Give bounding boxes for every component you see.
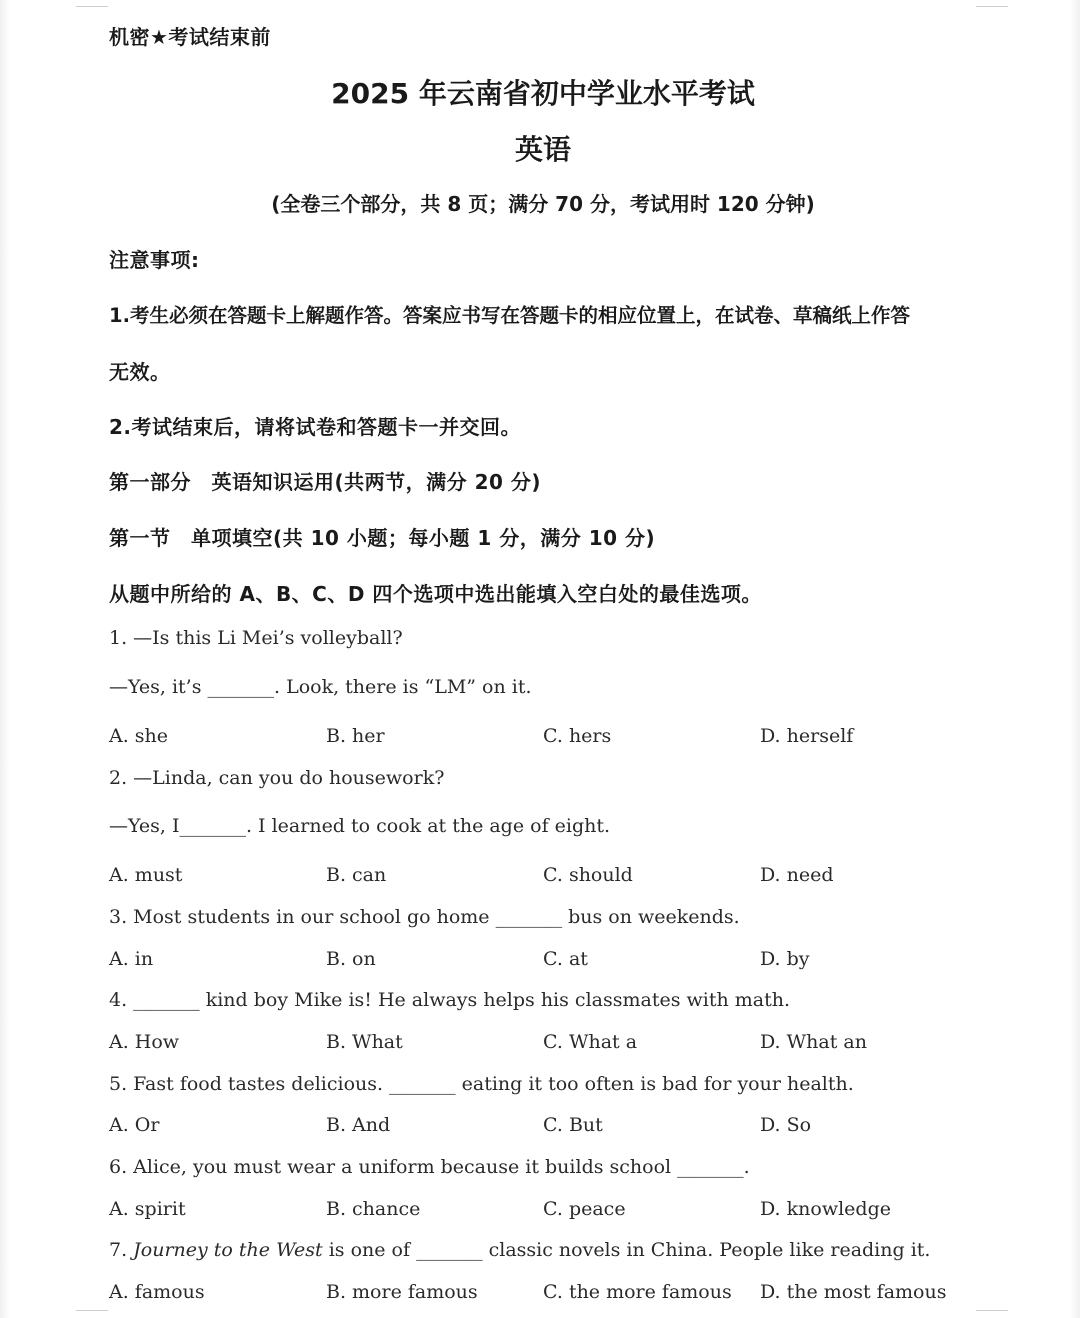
page-corner-mark: [76, 6, 108, 7]
q7-option-b: B. more famous: [326, 1281, 478, 1303]
q2-option-b: B. can: [326, 864, 387, 886]
q7-option-a: A. famous: [109, 1281, 205, 1303]
q3-option-a: A. in: [109, 948, 154, 970]
question-2-stem: 2. —Linda, can you do housework?: [109, 767, 445, 789]
notes-heading: 注意事项:: [109, 248, 200, 272]
confidential-label: 机密★考试结束前: [109, 25, 271, 49]
question-7-stem: [109, 1239, 930, 1261]
part1-heading: 第一部分 英语知识运用(共两节，满分 20 分): [109, 470, 542, 494]
q2-option-a: A. must: [109, 864, 183, 886]
section1-heading: 第一节 单项填空(共 10 小题；每小题 1 分，满分 10 分): [109, 526, 656, 550]
question-6-stem: 6. Alice, you must wear a uniform because it builds school _______.: [109, 1156, 750, 1178]
q4-option-b: B. What: [326, 1031, 403, 1053]
q1-option-b: B. her: [326, 725, 385, 747]
q1-option-c: C. hers: [543, 725, 612, 747]
q4-option-a: A. How: [109, 1031, 180, 1053]
question-5-stem: 5. Fast food tastes delicious. _______ eating it too often is bad for your health.: [109, 1073, 854, 1095]
q1-option-d: D. herself: [760, 725, 854, 747]
q2-option-d: D. need: [760, 864, 834, 886]
question-4-stem: 4. _______ kind boy Mike is! He always helps his classmates with math.: [109, 989, 790, 1011]
exam-info: (全卷三个部分，共 8 页；满分 70 分，考试用时 120 分钟): [271, 192, 815, 216]
notes-item-2: 2.考试结束后，请将试卷和答题卡一并交回。: [109, 415, 522, 439]
question-1-response: —Yes, it’s _______. Look, there is “LM” on it.: [109, 676, 532, 698]
exam-title: 2025 年云南省初中学业水平考试: [331, 77, 755, 110]
section1-instructions: 从题中所给的 A、B、C、D 四个选项中选出能填入空白处的最佳选项。: [109, 582, 762, 606]
q2-option-c: C. should: [543, 864, 633, 886]
page-corner-mark: [976, 6, 1008, 7]
page-corner-mark: [976, 1310, 1008, 1311]
q6-option-a: A. spirit: [109, 1198, 186, 1220]
question-3-stem: 3. Most students in our school go home _______ bus on weekends.: [109, 906, 740, 928]
q5-option-d: D. So: [760, 1114, 812, 1136]
q6-option-c: C. peace: [543, 1198, 626, 1220]
q7-stem-rest: is one of _______ classic novels in China. People like reading it.: [322, 1239, 931, 1261]
q1-option-a: A. she: [109, 725, 169, 747]
q7-option-d: D. the most famous: [760, 1281, 947, 1303]
subject-title: 英语: [514, 133, 571, 166]
q7-number: 7.: [109, 1239, 134, 1261]
q4-option-d: D. What an: [760, 1031, 867, 1053]
page-corner-mark: [76, 1310, 108, 1311]
q3-option-c: C. at: [543, 948, 588, 970]
q6-option-b: B. chance: [326, 1198, 421, 1220]
q7-book-title: Journey to the West: [133, 1239, 323, 1261]
q3-option-d: D. by: [760, 948, 810, 970]
question-1-stem: 1. —Is this Li Mei’s volleyball?: [109, 627, 403, 649]
notes-item-1: 1.考生必须在答题卡上解题作答。答案应书写在答题卡的相应位置上，在试卷、草稿纸上作答: [109, 304, 910, 327]
question-2-response: —Yes, I_______. I learned to cook at the age of eight.: [109, 815, 611, 837]
q6-option-d: D. knowledge: [760, 1198, 891, 1220]
q3-option-b: B. on: [326, 948, 376, 970]
q7-option-c: C. the more famous: [543, 1281, 732, 1303]
q5-option-a: A. Or: [109, 1114, 160, 1136]
q5-option-c: C. But: [543, 1114, 603, 1136]
q4-option-c: C. What a: [543, 1031, 638, 1053]
notes-item-1-cont: 无效。: [109, 360, 171, 384]
q5-option-b: B. And: [326, 1114, 391, 1136]
